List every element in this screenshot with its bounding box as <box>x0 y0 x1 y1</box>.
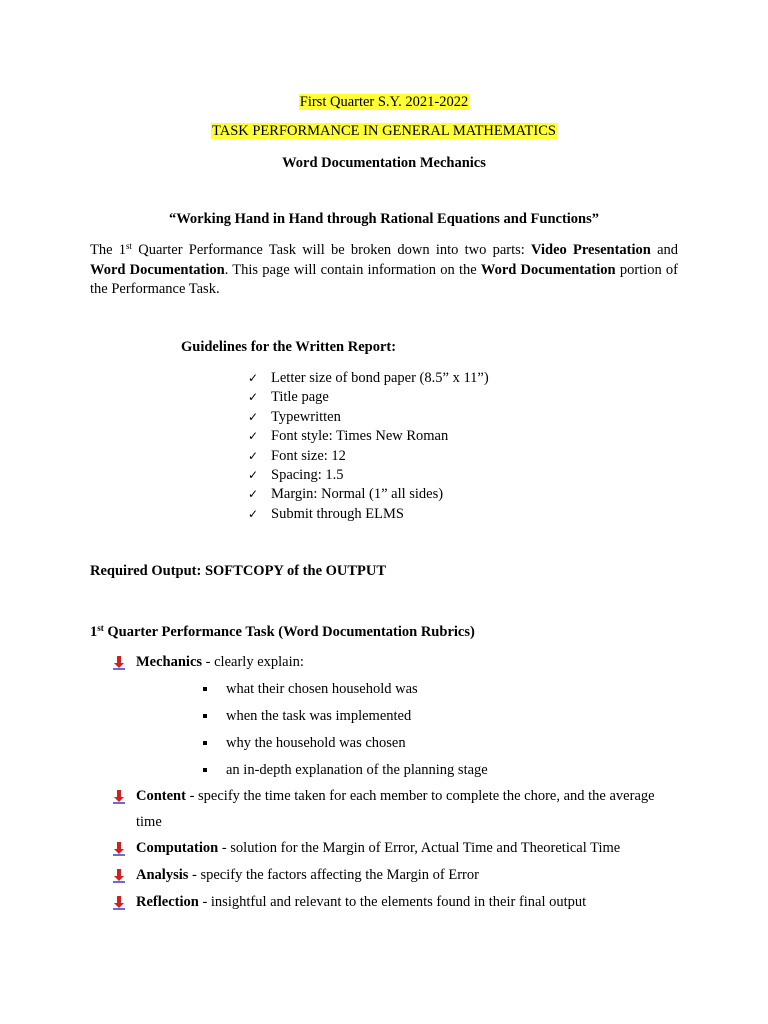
document-subtitle: Word Documentation Mechanics <box>282 155 486 171</box>
intro-text-3: and <box>650 242 679 258</box>
task-highlight: TASK PERFORMANCE IN GENERAL MATHEMATICS <box>212 123 556 139</box>
guideline-item-text: Letter size of bond paper (8.5” x 11”) <box>271 370 489 386</box>
guideline-item <box>248 505 489 524</box>
checkmark-icon: ✓ <box>248 371 259 385</box>
rubrics-heading-sup: st <box>97 623 104 633</box>
guideline-item-text: Font size: 12 <box>271 447 346 464</box>
content-label: Content <box>136 788 186 804</box>
task-title <box>0 123 768 140</box>
guideline-item-text: Font style: Times New Roman <box>271 428 449 445</box>
checkmark-icon: ✓ <box>248 448 259 463</box>
rubrics-heading-pre: 1 <box>90 624 98 640</box>
mechanics-item-text: an in-depth explanation of the planning stage <box>226 762 488 778</box>
checkmark-icon: ✓ <box>248 467 259 482</box>
guideline-item <box>248 485 489 504</box>
guideline-item-text: Margin: Normal (1” all sides) <box>271 486 444 503</box>
theme-title: “Working Hand in Hand through Rational Equations and Functions” <box>168 211 600 227</box>
reflection-label: Reflection <box>136 894 199 910</box>
guideline-item-text: Submit through ELMS <box>271 505 404 522</box>
guideline-item <box>248 408 489 427</box>
arrow-bullet-icon <box>113 842 125 856</box>
intro-bold-word-1: Word Documentation <box>90 261 225 278</box>
mechanics-label: Mechanics <box>136 654 203 670</box>
arrow-bullet-icon <box>113 656 125 670</box>
required-output: Required Output: SOFTCOPY of the OUTPUT <box>90 563 387 579</box>
checkmark-icon: ✓ <box>248 487 259 502</box>
intro-sup: st <box>126 241 133 251</box>
square-bullet-icon <box>203 768 207 772</box>
analysis-label: Analysis <box>136 867 189 883</box>
guideline-item <box>248 466 489 485</box>
square-bullet-icon <box>203 741 207 745</box>
guideline-item-text: Spacing: 1.5 <box>271 466 344 483</box>
guideline-item <box>248 427 489 446</box>
arrow-bullet-icon <box>113 869 125 883</box>
rubrics-heading-post: Quarter Performance Task (Word Documentation Rubrics) <box>103 624 475 640</box>
mechanics-desc: - clearly explain: <box>202 654 304 670</box>
checkmark-icon: ✓ <box>248 409 259 424</box>
square-bullet-icon <box>203 687 207 691</box>
reflection-desc: - insightful and relevant to the elements found in their final output <box>198 894 587 910</box>
checkmark-icon: ✓ <box>248 506 259 521</box>
rubrics-heading <box>90 624 475 641</box>
intro-text-4: . This page will contain information on the <box>224 261 481 278</box>
intro-bold-word-2: Word Documentation <box>480 261 616 278</box>
checkmark-icon: ✓ <box>248 429 259 444</box>
intro-text-5: portion of the Performance Task. <box>90 261 679 297</box>
square-bullet-icon <box>203 714 207 718</box>
quarter-line <box>0 94 768 111</box>
checkmark-icon: ✓ <box>248 390 259 405</box>
mechanics-item-text: when the task was implemented <box>226 708 412 724</box>
content-desc: - specify the time taken for each member to complete the chore, and the average <box>185 788 655 804</box>
intro-text-2: Quarter Performance Task will be broken down into two parts: <box>132 242 532 258</box>
intro-text-1: The 1 <box>90 242 127 258</box>
quarter-highlight: First Quarter S.Y. 2021-2022 <box>299 94 469 110</box>
mechanics-item-text: why the household was chosen <box>226 735 406 751</box>
guidelines-list <box>248 369 489 524</box>
guideline-item-text: Title page <box>271 389 329 406</box>
arrow-bullet-icon <box>113 896 125 910</box>
computation-desc: - solution for the Margin of Error, Actual Time and Theoretical Time <box>218 840 621 856</box>
arrow-bullet-icon <box>113 790 125 804</box>
guideline-item <box>248 447 489 466</box>
intro-paragraph <box>90 241 678 300</box>
mechanics-item-text: what their chosen household was <box>226 681 418 697</box>
computation-label: Computation <box>136 840 219 856</box>
intro-bold-video: Video Presentation <box>531 242 651 258</box>
content-desc-line-2: time <box>136 814 162 830</box>
analysis-desc: - specify the factors affecting the Margin of Error <box>188 867 479 883</box>
guidelines-heading: Guidelines for the Written Report: <box>181 339 397 355</box>
guideline-item <box>248 369 489 388</box>
guideline-item-text: Typewritten <box>271 408 341 425</box>
guideline-item <box>248 388 489 407</box>
